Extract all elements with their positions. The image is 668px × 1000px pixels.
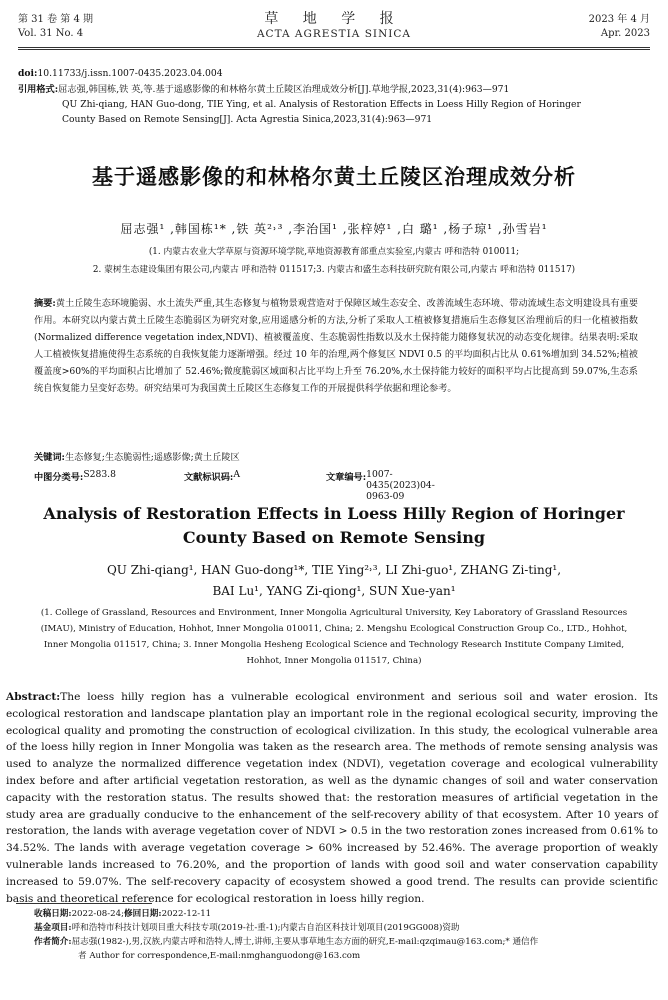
citation-en-1: QU Zhi-qiang, HAN Guo-dong, TIE Ying, et al. Analysis of Restoration Effects in Loess Hilly Region of Horinger bbox=[62, 99, 581, 110]
abstract-zh bbox=[34, 295, 638, 397]
author-footnote bbox=[34, 935, 652, 949]
citation-block bbox=[18, 82, 650, 127]
abstract-zh-text: 黄土丘陵生态环境脆弱、水土流失严重,其生态修复与植物景观营造对于保障区域生态安全、改善流域生态环境、带动流域生态文明建设具有重要作用。本研究以内蒙古黄土丘陵生态脆弱区为研究对象,应用遥感分析的方法,分析了采取人工植被修复措施后生态修复区治理前后的归一化植被指数(Normalized difference vegetation index,NDVI)、植被覆盖度、生态脆弱性指数以及水土保持能力随修复状况的动态变化规律。结果表明:采取人工植被恢复措施使得生态系统的自我恢复能力逐渐增强。经过 10 年的治理,两个修复区 NDVI 0.5 的平均面积占比从 0.61%增加到 34.52%;植被覆盖度>60%的平均面积占比增加了 52.46%;微度脆弱区域面积占比平均上升至 76.20%,水土保持能力较好的面积平均占比提高到 59.07%,生态系统自恢复能力呈变好态势。研究结果可为我国黄土丘陵区生态修复工作的开展提供科学依据和理论参考。 bbox=[34, 298, 638, 394]
fund-label: 基金项目: bbox=[34, 923, 72, 933]
affiliation-en-2: (IMAU), Ministry of Education, Hohhot, Inner Mongolia 010011, China; 2. Mengshu Ecological Construction Group Co., LTD., Hohhot, bbox=[40, 624, 628, 634]
citation-zh: 屈志强,韩国栋,铁 英,等.基于遥感影像的和林格尔黄土丘陵区治理成效分析[J].草地学报,2023,31(4):963—971 bbox=[58, 84, 510, 95]
authors-zh: 屈志强¹ ,韩国栋¹* ,铁 英²˒³ ,李治国¹ ,张梓婷¹ ,白 璐¹ ,杨子琼¹ ,孙雪岩¹ bbox=[120, 222, 548, 236]
header-rule-thin bbox=[18, 49, 650, 50]
doc-code-label: 文献标识码: bbox=[184, 472, 234, 483]
affiliation-zh-2: 2. 蒙树生态建设集团有限公司,内蒙古 呼和浩特 011517;3. 内蒙古和盛生态科技研究院有限公司,内蒙古 呼和浩特 011517) bbox=[92, 265, 576, 275]
issue-date-en: Apr. 2023 bbox=[600, 28, 650, 39]
title-en-line-2: County Based on Remote Sensing bbox=[182, 528, 486, 547]
keywords-text: 生态修复;生态脆弱性;遥感影像;黄土丘陵区 bbox=[64, 452, 240, 463]
fund-footnote bbox=[34, 921, 652, 935]
doi-value[interactable]: 10.11733/j.issn.1007-0435.2023.04.004 bbox=[37, 68, 223, 79]
issue-date-zh: 2023 年 4 月 bbox=[588, 14, 650, 25]
abstract-zh-label: 摘要: bbox=[34, 298, 56, 309]
clc-value: S283.8 bbox=[83, 469, 116, 480]
keywords-label: 关键词: bbox=[34, 452, 65, 463]
header-rule bbox=[18, 47, 650, 48]
fund-text: 呼和浩特市科技计划项目重大科技专项(2019-社-重-1);内蒙古自治区科技计划项目(2019GG008)资助 bbox=[71, 923, 460, 933]
affiliation-en-1: (1. College of Grassland, Resources and Environment, Inner Mongolia Agricultural University, Key Laboratory of Grassland Resources bbox=[40, 608, 628, 618]
footnotes bbox=[34, 907, 652, 963]
abstract-en bbox=[6, 689, 658, 907]
revised-label: 修回日期: bbox=[124, 909, 162, 919]
doc-code-value: A bbox=[233, 469, 240, 480]
volume-issue-en: Vol. 31 No. 4 bbox=[18, 28, 84, 39]
page-title-zh: 基于遥感影像的和林格尔黄土丘陵区治理成效分析 bbox=[92, 165, 576, 189]
journal-header-zh bbox=[18, 10, 650, 26]
journal-header-en bbox=[18, 28, 650, 44]
received-date: 2022-08-24; bbox=[71, 909, 125, 919]
article-no-label: 文章编号: bbox=[326, 472, 367, 483]
author-text: 屈志强(1982-),男,汉族,内蒙古呼和浩特人,博士,讲师,主要从事草地生态方面的研究,E-mail:qzqimau@163.com;* 通信作 bbox=[71, 937, 539, 947]
revised-date: 2022-12-11 bbox=[161, 909, 212, 919]
clc-label: 中图分类号: bbox=[34, 472, 84, 483]
received-label: 收稿日期: bbox=[34, 909, 72, 919]
author-label: 作者简介: bbox=[34, 937, 72, 947]
affiliation-zh-1: (1. 内蒙古农业大学草原与资源环境学院,草地资源教育部重点实验室,内蒙古 呼和浩特 010011; bbox=[148, 247, 520, 257]
title-en-line-1: Analysis of Restoration Effects in Loess Hilly Region of Horinger bbox=[43, 504, 625, 523]
dates-footnote bbox=[34, 907, 652, 921]
authors-en-1: QU Zhi-qiang¹, HAN Guo-dong¹*, TIE Ying²˒³, LI Zhi-guo¹, ZHANG Zi-ting¹, bbox=[106, 563, 562, 577]
journal-name-zh: 草 地 学 报 bbox=[264, 11, 404, 27]
keywords-zh bbox=[34, 449, 638, 463]
authors-en-2: BAI Lu¹, YANG Zi-qiong¹, SUN Xue-yan¹ bbox=[212, 584, 456, 598]
doi-label: doi: bbox=[18, 68, 38, 79]
citation-label: 引用格式: bbox=[18, 84, 59, 95]
author-footnote-2: 者 Author for correspondence,E-mail:nmghanguodong@163.com bbox=[78, 951, 361, 961]
page-title-en bbox=[0, 502, 668, 550]
article-no-value: 1007-0435(2023)04-0963-09 bbox=[366, 469, 435, 502]
journal-name-en: ACTA AGRESTIA SINICA bbox=[256, 28, 412, 40]
classification-line bbox=[34, 469, 638, 502]
volume-issue-zh: 第 31 卷 第 4 期 bbox=[18, 14, 93, 25]
citation-en-2: County Based on Remote Sensing[J]. Acta Agrestia Sinica,2023,31(4):963—971 bbox=[62, 114, 433, 125]
affiliation-en-3: Inner Mongolia 011517, China; 3. Inner Mongolia Hesheng Ecological Science and Technology Research Institute Company Limited, bbox=[43, 640, 625, 650]
footnote-rule bbox=[16, 903, 152, 904]
abstract-en-text: The loess hilly region has a vulnerable ecological environment and serious soil and water erosion. Its ecological restoration and landscape plantation play an important role in the regional ecological security, improving the ecological quality and promoting the construction of ecological civilization. In this study, the ecological vulnerable area of the loess hilly region in Inner Mongolia was taken as the research area. The methods of remote sensing analysis was used to analyze the normalized difference vegetation index (NDVI), vegetation coverage and ecological vulnerability index before and after artificial vegetation restoration, as well as the dynamic changes of soil and water conservation capacity with the restoration status. The results showed that: the restoration measures of artificial vegetation in the study area are gradually conducive to the enhancement of the self-recovery ability of that ecosystem. After 10 years of restoration, the lands with average vegetation cover of NDVI > 0.5 in the two restoration zones increased from 0.61% to 34.52%. The lands with average vegetation coverage > 60% increased by 52.46%. The average proportion of weakly vulnerable lands increased to 76.20%, and the proportion of lands with good soil and water conservation capability increased to 59.07%. The self-recovery capacity of ecosystem showed a good trend. The results can provide scientific basis and theoretical reference for ecological restoration in loess hilly region. bbox=[6, 691, 658, 905]
abstract-en-label: Abstract: bbox=[6, 691, 61, 703]
doi-line bbox=[18, 66, 650, 81]
affiliation-en bbox=[20, 605, 648, 669]
affiliation-en-4: Hohhot, Inner Mongolia 011517, China) bbox=[246, 656, 422, 666]
